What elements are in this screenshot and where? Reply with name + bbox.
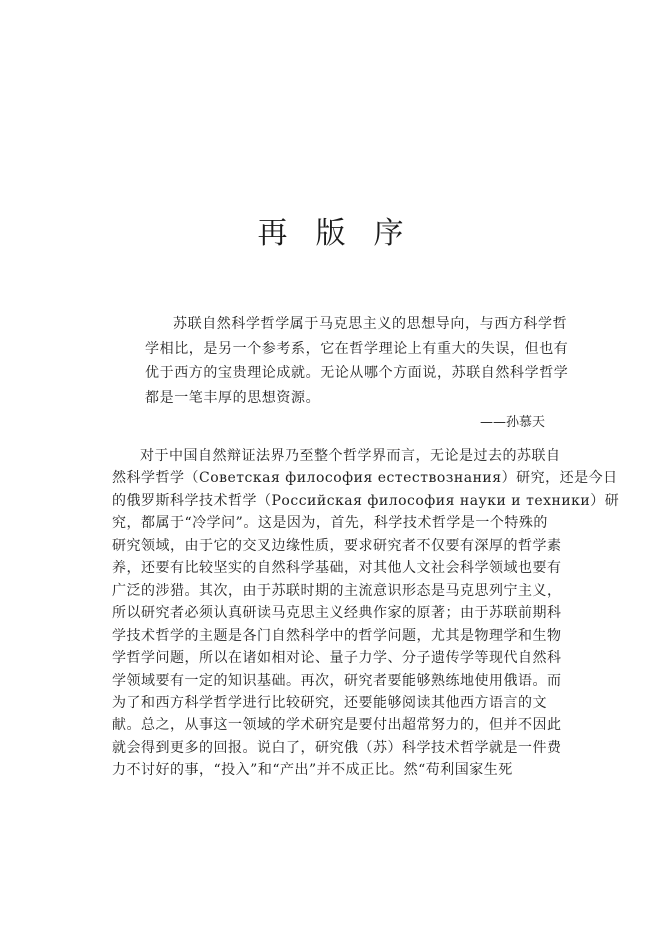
body-line: 献。总之，从事这一领域的学术研究是要付出超常努力的，但并不因此 <box>112 717 562 734</box>
body-line: 然科学哲学（Советская философия естествознания）研究，还是今日 <box>112 470 618 487</box>
body-line: 力不讨好的事，“投入”和“产出”并不成正比。然“苟利国家生死 <box>112 762 513 779</box>
epigraph-attribution: ——孙慕天 <box>480 415 546 430</box>
epigraph-line: 优于西方的宝贵理论成就。无论从哪个方面说，苏联自然科学哲学 <box>145 365 569 381</box>
epigraph <box>145 312 569 410</box>
body-line: 所以研究者必须认真研读马克思主义经典作家的原著；由于苏联前期科 <box>112 605 562 622</box>
body-line: 对于中国自然辩证法界乃至整个哲学界而言，无论是过去的苏联自 <box>140 448 561 464</box>
body-line: 研究领域，由于它的交叉边缘性质，要求研究者不仅要有深厚的哲学素 <box>112 537 562 554</box>
body-line: 究，都属于“冷学问”。这是因为，首先，科学技术哲学是一个特殊的 <box>112 515 548 532</box>
body-line: 学哲学问题，所以在诸如相对论、量子力学、分子遗传学等现代自然科 <box>112 650 562 667</box>
epigraph-line: 学相比，是另一个参考系，它在哲学理论上有重大的失误，但也有 <box>145 340 569 357</box>
body-line: 的俄罗斯科学技术哲学（Российская философия науки и техники）研 <box>112 492 620 509</box>
body-line: 学领域要有一定的知识基础。再次，研究者要能够熟练地使用俄语。而 <box>112 672 562 689</box>
epigraph-line: 苏联自然科学哲学属于马克思主义的思想导向，与西方科学哲 <box>173 316 568 332</box>
page-title: 再版序 <box>257 216 432 251</box>
body-line: 就会得到更多的回报。说白了，研究俄（苏）科学技术哲学就是一件费 <box>112 739 562 756</box>
body-line: 养，还要有比较坚实的自然科学基础，对其他人文社会科学领域也要有 <box>112 560 562 577</box>
body-line: 为了和西方科学哲学进行比较研究，还要能够阅读其他西方语言的文 <box>112 694 547 711</box>
body-line: 广泛的涉猎。其次，由于苏联时期的主流意识形态是马克思列宁主义， <box>112 582 562 599</box>
body-line: 学技术哲学的主题是各门自然科学中的哲学问题，尤其是物理学和生物 <box>112 627 562 644</box>
epigraph-line: 都是一笔丰厚的思想资源。 <box>145 389 321 406</box>
body-paragraph <box>112 445 620 782</box>
